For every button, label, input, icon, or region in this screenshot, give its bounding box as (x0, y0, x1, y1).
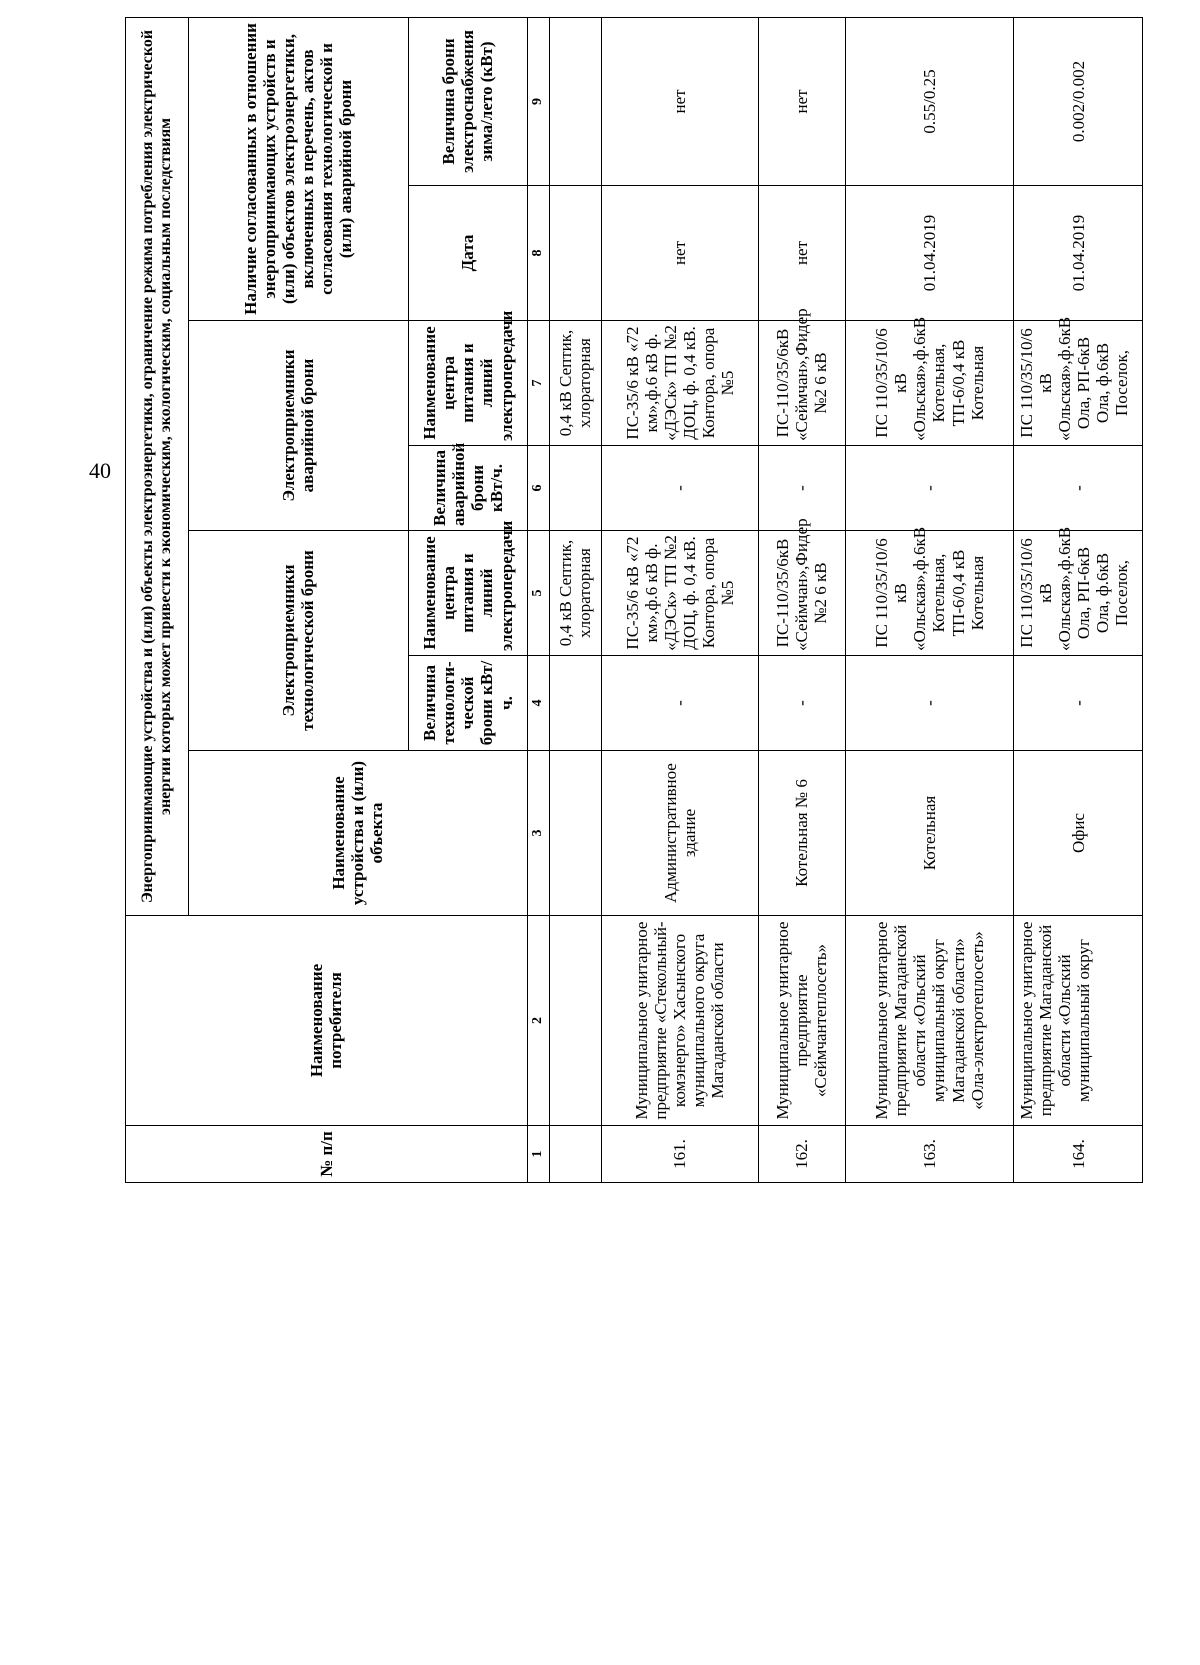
col-number: 7 (527, 321, 549, 446)
tech-value-cell: - (845, 656, 1013, 751)
cell (549, 656, 601, 751)
emergency-center-cell: ПС 110/35/10/6 кВ «Ольская»,ф.6кВ Котельная, ТП-6/0,4 кВ Котельная (845, 321, 1013, 446)
consumer-cell: Муниципальное унитарное предприятие «Сеймчантеплосеть» (758, 916, 845, 1126)
row-number: 164. (1014, 1126, 1143, 1183)
device-cell: Офис (1014, 751, 1143, 916)
tech-center-cell: ПС-35/6 кВ «72 км»,ф.6 кВ ф. «ДЭСк» ТП №2 ДОЦ, ф. 0,4 кВ. Контора, опора №5 (602, 531, 759, 656)
emergency-value-cell: - (1014, 446, 1143, 531)
table-row (549, 17, 601, 1182)
reserve-table (125, 17, 1143, 1183)
tech-value-cell: - (758, 656, 845, 751)
page-number: 40 (89, 458, 111, 483)
col-number: 9 (527, 17, 549, 185)
header-tech-center: Наименование центра питания и линий электропередачи (409, 531, 528, 656)
reserve-cell: нет (758, 17, 845, 185)
header-no: № п/п (126, 1126, 528, 1183)
consumer-cell (1014, 916, 1143, 1126)
header-tech-value: Величина технологи-ческой брони кВт/ч. (409, 656, 528, 751)
cell (549, 916, 601, 1126)
tech-center-cell (1014, 526, 1143, 656)
row-number: 163. (845, 1126, 1013, 1183)
device-cell: Административное здание (602, 751, 759, 916)
device-cell: Котельная (845, 751, 1013, 916)
cell (549, 186, 601, 321)
reserve-cell: 0.55/0.25 (845, 17, 1013, 185)
col-number: 8 (527, 186, 549, 321)
consumer-text: Муниципальное унитарное предприятие Магаданской области «Ольский муниципальный округ (1017, 921, 1094, 1120)
cell (549, 446, 601, 531)
emergency-center-cell: ПС-110/35/6кВ «Сеймчан»,Фидер №2 6 кВ (758, 321, 845, 446)
table-row (845, 17, 1013, 1182)
date-cell: нет (602, 186, 759, 321)
tech-center-text: ПС 110/35/10/6 кВ «Ольская»,ф.6кВ Ола, РП-6кВ Ола, ф.6кВ Поселок, (1017, 526, 1132, 651)
col-number: 3 (527, 751, 549, 916)
header-group-agreed: Наличие согласованных в отношении энергопринимающих устройств и (или) объектов электроэнергетики, включенных в перечень, актов согласования технологической и (или) аварийной брони (188, 17, 409, 320)
consumer-cell: Муниципальное унитарное предприятие «Стекольный-комэнерго» Хасынского муниципального округа Магаданской области (602, 916, 759, 1126)
tech-value-cell: - (1014, 656, 1143, 751)
tech-center-cell: ПС-110/35/6кВ «Сеймчан»,Фидер №2 6 кВ (758, 531, 845, 656)
device-cell: Котельная № 6 (758, 751, 845, 916)
header-reserve: Величина брони электроснабжения зима/лето (кВт) (409, 17, 528, 185)
emergency-value-cell: - (602, 446, 759, 531)
rotated-table-container (125, 18, 1143, 1183)
header-group-main: Энергопринимающие устройства и (или) объекты электроэнергетики, ограничение режима потребления электрической энергии которых может привести к экономическим, экологическим, социальным последствиям (126, 17, 189, 915)
date-cell: 01.04.2019 (845, 186, 1013, 321)
col-number: 6 (527, 446, 549, 531)
emergency-center-cell: 0,4 кВ Септик, хлораторная (549, 321, 601, 446)
cell (549, 751, 601, 916)
row-number: 161. (602, 1126, 759, 1183)
header-device: Наименование устройства и (или) объекта (188, 751, 527, 916)
table-row (1014, 17, 1143, 1182)
header-consumer: Наименование потребителя (126, 916, 528, 1126)
reserve-cell: 0.002/0.002 (1014, 17, 1143, 185)
col-number: 2 (527, 916, 549, 1126)
cell (549, 1126, 601, 1183)
header-group-emergency: Электроприемники аварийной брони (188, 321, 409, 531)
date-cell: 01.04.2019 (1014, 186, 1143, 321)
emergency-value-cell: - (758, 446, 845, 531)
header-date: Дата (409, 186, 528, 321)
date-cell: нет (758, 186, 845, 321)
emergency-value-cell: - (845, 446, 1013, 531)
cell (549, 17, 601, 185)
col-number: 1 (527, 1126, 549, 1183)
emergency-center-cell: ПС-35/6 кВ «72 км»,ф.6 кВ ф. «ДЭСк» ТП №2 ДОЦ, ф. 0,4 кВ. Контора, опора №5 (602, 321, 759, 446)
tech-center-cell: ПС 110/35/10/6 кВ «Ольская»,ф.6кВ Котельная, ТП-6/0,4 кВ Котельная (845, 531, 1013, 656)
column-number-row (527, 17, 549, 1182)
table-row (758, 17, 845, 1182)
header-emergency-value: Величина аварийной брони кВт/ч. (409, 446, 528, 531)
tech-value-cell: - (602, 656, 759, 751)
table-row (602, 17, 759, 1182)
header-group-tech: Электроприемники технологической брони (188, 531, 409, 751)
emergency-center-text: ПС 110/35/10/6 кВ «Ольская»,ф.6кВ Ола, РП-6кВ Ола, ф.6кВ Поселок, (1017, 316, 1132, 441)
col-number: 4 (527, 656, 549, 751)
emergency-center-cell (1014, 316, 1143, 446)
col-number: 5 (527, 531, 549, 656)
reserve-cell: нет (602, 17, 759, 185)
tech-center-cell: 0,4 кВ Септик, хлораторная (549, 531, 601, 656)
header-emergency-center: Наименование центра питания и линий электропередачи (409, 321, 528, 446)
row-number: 162. (758, 1126, 845, 1183)
consumer-cell: Муниципальное унитарное предприятие Магаданской области «Ольский муниципальный округ Магаданской области» «Ола-электротеплосеть» (845, 916, 1013, 1126)
